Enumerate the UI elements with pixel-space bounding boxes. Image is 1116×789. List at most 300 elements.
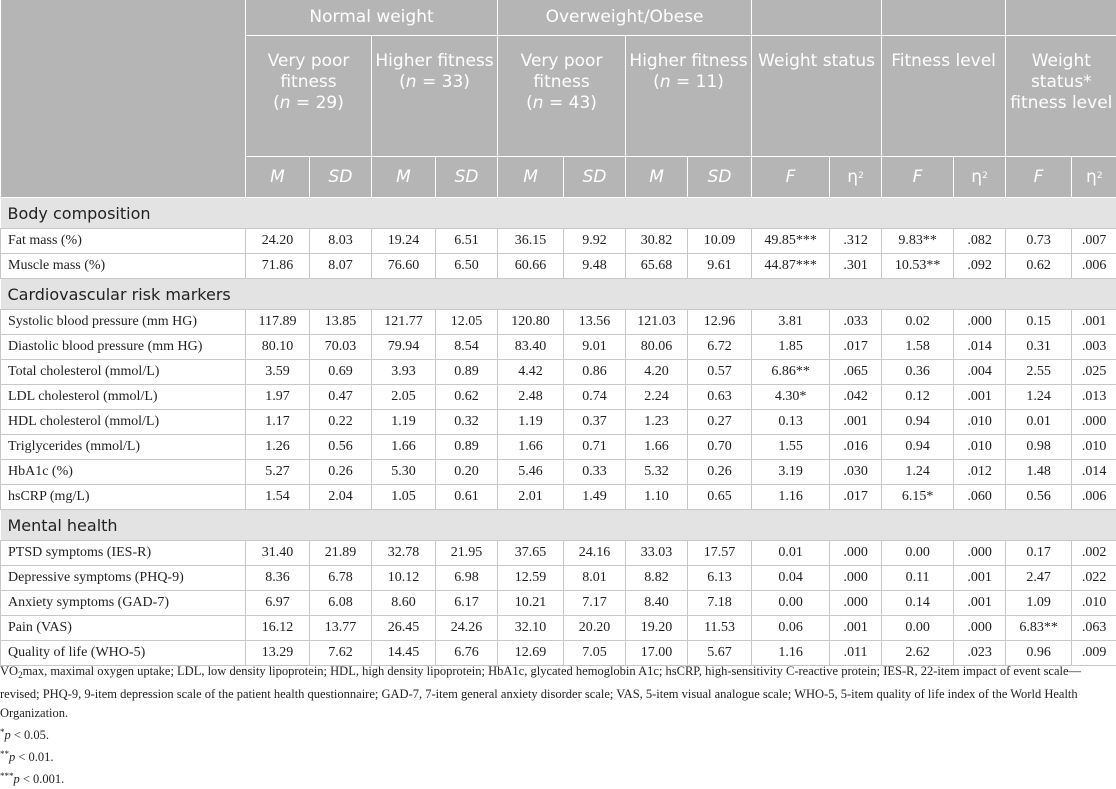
table-cell: 0.69	[310, 360, 372, 385]
header-label: Very poor fitness	[268, 51, 350, 92]
table-cell: 9.48	[564, 254, 626, 279]
table-cell: 83.40	[498, 335, 564, 360]
sig-p: p	[14, 772, 20, 786]
table-cell: 0.96	[1006, 641, 1072, 666]
header-interaction: Weight status* fitness level	[1006, 36, 1116, 157]
table-cell: 0.26	[310, 460, 372, 485]
table-cell: 1.17	[246, 410, 310, 435]
n-value: 11	[696, 72, 718, 92]
table-cell: 60.66	[498, 254, 564, 279]
table-cell: 17.00	[626, 641, 688, 666]
table-cell: 0.00	[752, 591, 830, 616]
section-row	[1, 279, 1116, 310]
table-cell: 121.03	[626, 310, 688, 335]
table-row	[1, 460, 1116, 485]
table-cell: 6.51	[436, 229, 498, 254]
row-label: Quality of life (WHO-5)	[1, 641, 246, 666]
table-cell: 49.85***	[752, 229, 830, 254]
table-cell: 0.98	[1006, 435, 1072, 460]
table-cell: 2.62	[882, 641, 954, 666]
row-label: Depressive symptoms (PHQ-9)	[1, 566, 246, 591]
table-cell: .010	[954, 435, 1006, 460]
table-cell: 0.22	[310, 410, 372, 435]
table-cell: 0.36	[882, 360, 954, 385]
table-cell: 76.60	[372, 254, 436, 279]
table-cell: 1.54	[246, 485, 310, 510]
table-cell: 6.08	[310, 591, 372, 616]
table-cell: .000	[830, 591, 882, 616]
table-cell: 32.10	[498, 616, 564, 641]
table-cell: 0.47	[310, 385, 372, 410]
table-cell: 0.63	[688, 385, 752, 410]
table-cell: 13.77	[310, 616, 372, 641]
table-cell: 9.01	[564, 335, 626, 360]
row-label: hsCRP (mg/L)	[1, 485, 246, 510]
table-cell: 13.85	[310, 310, 372, 335]
table-cell: 9.92	[564, 229, 626, 254]
table-cell: 1.16	[752, 485, 830, 510]
table-cell: 20.20	[564, 616, 626, 641]
section-title: Body composition	[1, 198, 1116, 229]
section-row	[1, 198, 1116, 229]
table-cell: .010	[1072, 435, 1116, 460]
header-label: Very poor fitness	[521, 51, 603, 92]
table-cell: .004	[954, 360, 1006, 385]
footnote-vo2-subscript: 2	[18, 670, 23, 680]
table-cell: 17.57	[688, 541, 752, 566]
section-row	[1, 510, 1116, 541]
table-cell: 24.26	[436, 616, 498, 641]
table-cell: 6.50	[436, 254, 498, 279]
table-cell: 32.78	[372, 541, 436, 566]
table-cell: 5.32	[626, 460, 688, 485]
table-cell: .003	[1072, 335, 1116, 360]
table-cell: 2.04	[310, 485, 372, 510]
table-cell: 6.13	[688, 566, 752, 591]
table-cell: 30.82	[626, 229, 688, 254]
sig-note	[0, 767, 1116, 789]
table-cell: 0.32	[436, 410, 498, 435]
header-f: F	[882, 157, 954, 198]
table-cell: 0.89	[436, 360, 498, 385]
table-cell: 5.46	[498, 460, 564, 485]
table-cell: 0.17	[1006, 541, 1072, 566]
header-f: F	[752, 157, 830, 198]
table-cell: 19.24	[372, 229, 436, 254]
table-cell: 2.01	[498, 485, 564, 510]
header-corner	[1, 0, 246, 198]
sig-note	[0, 723, 1116, 745]
table-row	[1, 410, 1116, 435]
table-cell: 4.30*	[752, 385, 830, 410]
header-blank-interaction	[1006, 0, 1116, 36]
table-cell: 0.06	[752, 616, 830, 641]
table-row	[1, 541, 1116, 566]
table-cell: 0.00	[882, 541, 954, 566]
table-cell: 0.26	[688, 460, 752, 485]
table-cell: 0.27	[688, 410, 752, 435]
table-cell: 79.94	[372, 335, 436, 360]
table-row	[1, 616, 1116, 641]
footnote-vo2: VO	[0, 664, 18, 678]
header-label: Higher fitness	[629, 51, 747, 71]
table-cell: 3.59	[246, 360, 310, 385]
table-cell: 8.01	[564, 566, 626, 591]
table-cell: .082	[954, 229, 1006, 254]
table-cell: .006	[1072, 254, 1116, 279]
table-cell: 12.69	[498, 641, 564, 666]
header-eta-squared	[1072, 157, 1116, 198]
table-cell: 1.66	[372, 435, 436, 460]
table-row	[1, 229, 1116, 254]
table-cell: .013	[1072, 385, 1116, 410]
row-label: Systolic blood pressure (mm HG)	[1, 310, 246, 335]
table-row	[1, 385, 1116, 410]
table-cell: 0.62	[1006, 254, 1072, 279]
table-cell: 6.83**	[1006, 616, 1072, 641]
table-cell: 13.56	[564, 310, 626, 335]
header-normal-very-poor: Very poor fitness (n = 29)	[246, 36, 372, 157]
table-cell: 6.97	[246, 591, 310, 616]
table-row	[1, 435, 1116, 460]
table-cell: .002	[1072, 541, 1116, 566]
table-footnotes	[0, 662, 1116, 789]
table-cell: 0.33	[564, 460, 626, 485]
table-cell: 3.81	[752, 310, 830, 335]
table-cell: 65.68	[626, 254, 688, 279]
table-cell: 1.66	[626, 435, 688, 460]
table-cell: 0.31	[1006, 335, 1072, 360]
table-cell: 0.02	[882, 310, 954, 335]
table-cell: 5.67	[688, 641, 752, 666]
table-cell: .065	[830, 360, 882, 385]
table-cell: 8.03	[310, 229, 372, 254]
header-sd: SD	[436, 157, 498, 198]
table-cell: 6.72	[688, 335, 752, 360]
header-f: F	[1006, 157, 1072, 198]
table-cell: 0.94	[882, 435, 954, 460]
table-cell: 44.87***	[752, 254, 830, 279]
table-cell: 1.49	[564, 485, 626, 510]
table-cell: .022	[1072, 566, 1116, 591]
header-normal-higher: Higher fitness (n = 33)	[372, 36, 498, 157]
table-cell: 7.18	[688, 591, 752, 616]
table-row	[1, 310, 1116, 335]
header-eta-squared	[954, 157, 1006, 198]
table-cell: 1.23	[626, 410, 688, 435]
header-over-very-poor: Very poor fitness (n = 43)	[498, 36, 626, 157]
table-cell: .007	[1072, 229, 1116, 254]
header-m: M	[498, 157, 564, 198]
table-cell: 1.48	[1006, 460, 1072, 485]
header-sd: SD	[688, 157, 752, 198]
table-cell: 1.24	[882, 460, 954, 485]
row-label: Anxiety symptoms (GAD-7)	[1, 591, 246, 616]
table-cell: 1.05	[372, 485, 436, 510]
table-cell: .009	[1072, 641, 1116, 666]
table-cell: 0.13	[752, 410, 830, 435]
row-label: HDL cholesterol (mmol/L)	[1, 410, 246, 435]
row-label: Diastolic blood pressure (mm HG)	[1, 335, 246, 360]
table-cell: 33.03	[626, 541, 688, 566]
table-cell: .001	[830, 616, 882, 641]
table-cell: 7.62	[310, 641, 372, 666]
sig-stars: ***	[0, 771, 14, 781]
table-cell: 80.06	[626, 335, 688, 360]
table-cell: 10.21	[498, 591, 564, 616]
table-cell: .001	[954, 566, 1006, 591]
table-cell: .010	[1072, 591, 1116, 616]
row-label: Fat mass (%)	[1, 229, 246, 254]
table-cell: 4.42	[498, 360, 564, 385]
row-label: LDL cholesterol (mmol/L)	[1, 385, 246, 410]
table-cell: 2.24	[626, 385, 688, 410]
n-label: n	[280, 93, 291, 113]
table-cell: 6.86**	[752, 360, 830, 385]
table-cell: 0.04	[752, 566, 830, 591]
table-cell: 3.93	[372, 360, 436, 385]
header-m: M	[246, 157, 310, 198]
table-cell: 6.98	[436, 566, 498, 591]
row-label: Triglycerides (mmol/L)	[1, 435, 246, 460]
table-cell: 13.29	[246, 641, 310, 666]
table-cell: .016	[830, 435, 882, 460]
table-cell: 1.19	[372, 410, 436, 435]
table-cell: .092	[954, 254, 1006, 279]
sig-p: p	[5, 728, 11, 742]
table-cell: .001	[1072, 310, 1116, 335]
table-cell: 8.82	[626, 566, 688, 591]
table-cell: 0.62	[436, 385, 498, 410]
header-fitness-level: Fitness level	[882, 36, 1006, 157]
table-cell: 9.83**	[882, 229, 954, 254]
table-cell: 8.60	[372, 591, 436, 616]
header-sd: SD	[310, 157, 372, 198]
table-cell: 0.56	[1006, 485, 1072, 510]
table-cell: .030	[830, 460, 882, 485]
table-cell: 1.26	[246, 435, 310, 460]
table-cell: 120.80	[498, 310, 564, 335]
section-title: Mental health	[1, 510, 1116, 541]
table-cell: 10.12	[372, 566, 436, 591]
table-cell: 8.54	[436, 335, 498, 360]
table-cell: .000	[830, 566, 882, 591]
sig-stars: *	[0, 727, 5, 737]
table-cell: 1.58	[882, 335, 954, 360]
table-cell: 21.95	[436, 541, 498, 566]
n-label: n	[660, 72, 671, 92]
section-title: Cardiovascular risk markers	[1, 279, 1116, 310]
header-blank-fitness	[882, 0, 1006, 36]
table-cell: .014	[1072, 460, 1116, 485]
table-cell: .063	[1072, 616, 1116, 641]
table-cell: 10.53**	[882, 254, 954, 279]
table-cell: .000	[830, 541, 882, 566]
table-cell: .006	[1072, 485, 1116, 510]
sig-threshold: < 0.001.	[20, 772, 65, 786]
table-cell: 0.94	[882, 410, 954, 435]
table-cell: 5.27	[246, 460, 310, 485]
table-cell: 0.71	[564, 435, 626, 460]
table-cell: .001	[954, 591, 1006, 616]
table-cell: 0.89	[436, 435, 498, 460]
table-cell: 1.09	[1006, 591, 1072, 616]
table-cell: .001	[954, 385, 1006, 410]
table-row	[1, 360, 1116, 385]
eta-exponent: 2	[1097, 171, 1103, 181]
n-value: 43	[569, 93, 591, 113]
n-label: n	[406, 72, 417, 92]
table-cell: 0.15	[1006, 310, 1072, 335]
table-cell: 6.78	[310, 566, 372, 591]
table-cell: .017	[830, 335, 882, 360]
table-cell: 0.14	[882, 591, 954, 616]
table-row	[1, 335, 1116, 360]
table-cell: .042	[830, 385, 882, 410]
row-label: Muscle mass (%)	[1, 254, 246, 279]
table-cell: 70.03	[310, 335, 372, 360]
eta-symbol: η	[1086, 167, 1097, 187]
table-cell: 5.30	[372, 460, 436, 485]
table-cell: .000	[954, 310, 1006, 335]
header-m: M	[626, 157, 688, 198]
table-cell: 0.11	[882, 566, 954, 591]
table-cell: 1.55	[752, 435, 830, 460]
table-cell: .010	[954, 410, 1006, 435]
header-eta-squared	[830, 157, 882, 198]
table-cell: 0.00	[882, 616, 954, 641]
table-cell: 80.10	[246, 335, 310, 360]
table-cell: 0.73	[1006, 229, 1072, 254]
table-cell: .060	[954, 485, 1006, 510]
table-cell: 0.01	[1006, 410, 1072, 435]
table-row	[1, 591, 1116, 616]
table-cell: .312	[830, 229, 882, 254]
sig-stars: **	[0, 749, 9, 759]
table-cell: 1.24	[1006, 385, 1072, 410]
table-cell: 12.59	[498, 566, 564, 591]
table-cell: 24.20	[246, 229, 310, 254]
header-normal-weight: Normal weight	[246, 0, 498, 36]
table-cell: 2.48	[498, 385, 564, 410]
sig-note	[0, 745, 1116, 767]
table-cell: 7.05	[564, 641, 626, 666]
table-cell: 6.17	[436, 591, 498, 616]
table-cell: 11.53	[688, 616, 752, 641]
table-cell: .011	[830, 641, 882, 666]
header-blank-weight	[752, 0, 882, 36]
abbreviation-note	[0, 662, 1116, 723]
table-cell: .000	[954, 616, 1006, 641]
table-cell: 12.05	[436, 310, 498, 335]
table-cell: .023	[954, 641, 1006, 666]
table-row	[1, 485, 1116, 510]
table-cell: 0.20	[436, 460, 498, 485]
header-row-groups	[1, 0, 1116, 36]
table-row	[1, 566, 1116, 591]
n-label: n	[533, 93, 544, 113]
table-cell: 0.61	[436, 485, 498, 510]
table-cell: 1.66	[498, 435, 564, 460]
table-cell: 0.74	[564, 385, 626, 410]
table-cell: .012	[954, 460, 1006, 485]
table-cell: 0.37	[564, 410, 626, 435]
table-cell: 0.01	[752, 541, 830, 566]
table-cell: .033	[830, 310, 882, 335]
row-label: HbA1c (%)	[1, 460, 246, 485]
table-cell: 1.16	[752, 641, 830, 666]
table-cell: 1.97	[246, 385, 310, 410]
table-cell: 3.19	[752, 460, 830, 485]
eta-exponent: 2	[858, 171, 864, 181]
n-value: 33	[442, 72, 464, 92]
eta-symbol: η	[847, 167, 858, 187]
table-cell: .301	[830, 254, 882, 279]
table-cell: 10.09	[688, 229, 752, 254]
table-cell: 36.15	[498, 229, 564, 254]
table-cell: .001	[830, 410, 882, 435]
table-cell: 26.45	[372, 616, 436, 641]
table-cell: 2.05	[372, 385, 436, 410]
table-cell: 31.40	[246, 541, 310, 566]
table-cell: 37.65	[498, 541, 564, 566]
sig-threshold: < 0.05.	[11, 728, 49, 742]
table-cell: 8.07	[310, 254, 372, 279]
table-cell: 7.17	[564, 591, 626, 616]
table-cell: 1.10	[626, 485, 688, 510]
header-label: Higher fitness	[375, 51, 493, 71]
table-cell: 16.12	[246, 616, 310, 641]
table-cell: 6.76	[436, 641, 498, 666]
eta-symbol: η	[971, 167, 982, 187]
n-value: 29	[316, 93, 338, 113]
row-label: Total cholesterol (mmol/L)	[1, 360, 246, 385]
table-cell: 8.40	[626, 591, 688, 616]
table-cell: 0.56	[310, 435, 372, 460]
table-cell: 1.85	[752, 335, 830, 360]
table-cell: .014	[954, 335, 1006, 360]
table-cell: 9.61	[688, 254, 752, 279]
table-cell: 117.89	[246, 310, 310, 335]
table-cell: 121.77	[372, 310, 436, 335]
table-cell: 4.20	[626, 360, 688, 385]
table-cell: 1.19	[498, 410, 564, 435]
header-m: M	[372, 157, 436, 198]
header-sd: SD	[564, 157, 626, 198]
table-cell: .000	[1072, 410, 1116, 435]
row-label: PTSD symptoms (IES-R)	[1, 541, 246, 566]
table-cell: 21.89	[310, 541, 372, 566]
table-cell: 8.36	[246, 566, 310, 591]
sig-threshold: < 0.01.	[15, 750, 53, 764]
table-cell: .000	[954, 541, 1006, 566]
table-cell: 2.47	[1006, 566, 1072, 591]
table-cell: .025	[1072, 360, 1116, 385]
table-cell: 19.20	[626, 616, 688, 641]
footnote-abbreviations: max, maximal oxygen uptake; LDL, low density lipoprotein; HDL, high density lipoprotein; HbA1c, glycated hemoglobin A1c; hsCRP, high-sensitivity C-reactive protein; IES-R, 22-item impact of event scale—revised; PHQ-9, 9-item depression scale of the patient health questionnaire; GAD-7, 7-item general anxiety disorder scale; VAS, 5-item visual analogue scale; WHO-5, 5-item quality of life index of the World Health Organization.	[0, 664, 1081, 720]
table-cell: 0.65	[688, 485, 752, 510]
table-cell: 0.57	[688, 360, 752, 385]
header-overweight-obese: Overweight/Obese	[498, 0, 752, 36]
row-label: Pain (VAS)	[1, 616, 246, 641]
table-cell: 0.70	[688, 435, 752, 460]
sig-p: p	[9, 750, 15, 764]
table-cell: 2.55	[1006, 360, 1072, 385]
table-cell: 14.45	[372, 641, 436, 666]
header-weight-status: Weight status	[752, 36, 882, 157]
table-cell: 24.16	[564, 541, 626, 566]
table-cell: 0.12	[882, 385, 954, 410]
